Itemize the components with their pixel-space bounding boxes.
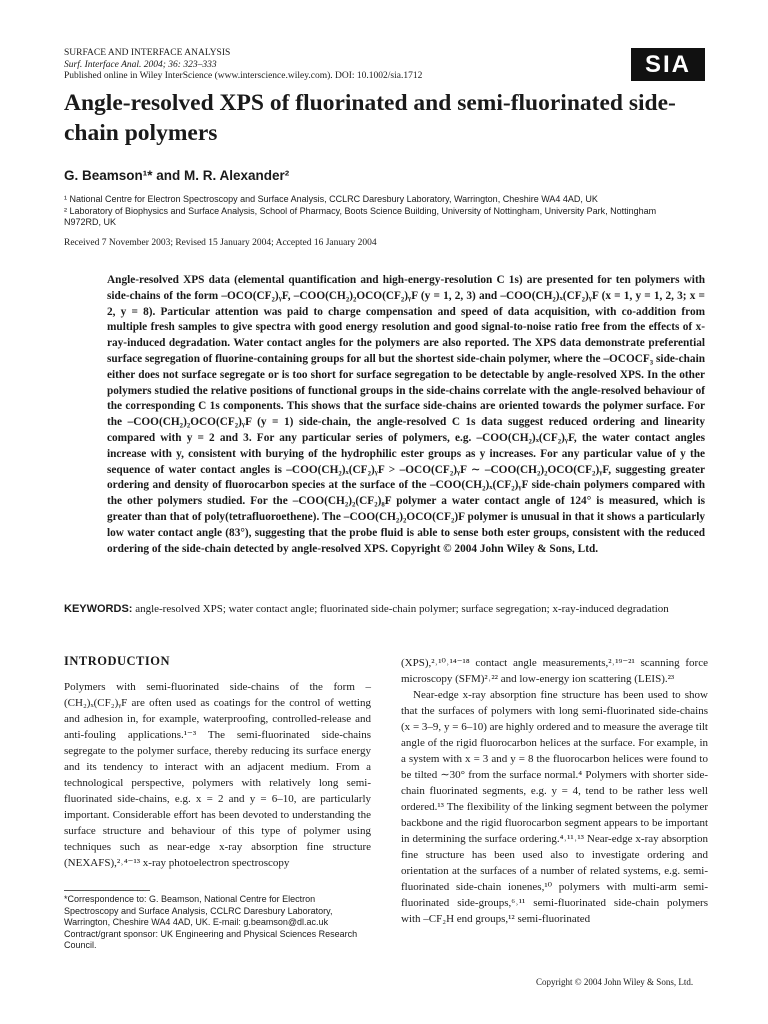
section-heading-introduction: INTRODUCTION <box>64 654 171 668</box>
abstract: Angle-resolved XPS data (elemental quantification and high-energy-resolution C 1s) are presented for ten polymers with side-chains of the form –OCO(CF₂)ᵧF, –COO(CH₂)₂OCO(CF₂)ᵧF (y = 1, 2, 3) and –COO(CH₂)ₓ(CF₂)ᵧF (x = 1, y = 1, 2, 3; x = 2, y = 8). Particular attention was paid to charge compensation and speed of data acquisition, with co-addition from multiple fresh samples to give spectra with good energy resolution and good signal-to-noise ratio free from the effects of x-ray-induced degradation. Water contact angles for the polymers are also reported. The XPS data demonstrate preferential surface segregation of fluorine-containing groups for all but the shortest side-chain polymer, where the –OCOCF₃ side-chain either does not surface segregate or is too short for surface segregation to be detectable by angle-resolved XPS. In the other polymers studied the relative positions of functional groups in the side-chains correlate with the angle-resolved behaviour of the corresponding C 1s components. This shows that the surface side-chains are oriented towards the polymer surface. For the –COO(CH₂)₂OCO(CF₂)ᵧF (y = 1) side-chain, the angle-resolved C 1s data suggest reduced ordering and linearity compared with y = 2 and 3. For any particular series of polymers, e.g. –COO(CH₂)ₓ(CF₂)ᵧF, the water contact angles increase with y, consistent with burying of the hydrophilic ester groups as y increases. For any particular value of y the sequence of water contact angles is –COO(CH₂)ₓ(CF₂)ᵧF > –OCO(CF₂)ᵧF ∼ –COO(CH₂)₂OCO(CF₂)ᵧF, suggesting greater ordering and density of fluorocarbon species at the surface of the –COO(CH₂)ₓ(CF₂)ᵧF side-chain polymers compared with the other polymers studied. For the –COO(CH₂)₂(CF₂)₈F polymer a water contact angle of 124° is measured, which is greater than that of poly(tetrafluoroethene). The –COO(CH₂)₂OCO(CF₂)F polymer is unusual in that it shows a particularly low water contact angle (83°), suggesting that the probe fluid is able to sense both ester groups, consistent with the reduced ordering of the side-chain detected by angle-resolved XPS. Copyright © 2004 John Wiley & Sons, Ltd. <box>107 274 705 555</box>
body-column-right <box>401 655 708 927</box>
journal-header <box>64 48 422 83</box>
intro-paragraph-2: Near-edge x-ray absorption fine structure has been used to show that the surfaces of polymers with long semi-fluorinated side-chains (x = 3–9, y = 6–10) are highly ordered and to measure the average tilt angle of the rigid fluorocarbon helices at the surface. For example, in a system with x = 3 and y = 8 the fluorocarbon helices were found to be tilted ∼30° from the surface normal.⁴ Polymers with shorter side-chain fluorinated segments, e.g. y = 4, tend to be rather less well ordered.¹³ The flexibility of the linking segment between the polymer backbone and the rigid fluorocarbon segment appears to be important in determining the surface ordering.⁴˒¹¹˒¹³ Near-edge x-ray absorption fine structure has been used also to investigate ordering and orientation at the surfaces of a number of related systems, e.g. semi-fluorinated side-chain ionenes,¹⁰ polymers with multi-arm semi-fluorinated side-groups,⁶˒¹¹ semi-fluorinated side-chain polymers with –CF₂H end groups,¹² semi-fluorinated <box>401 689 708 925</box>
keywords-label: KEYWORDS: <box>64 603 133 615</box>
footnote-divider <box>64 890 150 891</box>
received-dates: Received 7 November 2003; Revised 15 January 2004; Accepted 16 January 2004 <box>64 238 377 248</box>
body-column-left <box>64 679 371 871</box>
intro-paragraph-1-continued: (XPS),²˒¹⁰˒¹⁴⁻¹⁸ contact angle measurements,²˒¹⁹⁻²¹ scanning force microscopy (SFM)²˒²² and low-energy ion scattering (LEIS).²³ <box>401 657 708 685</box>
intro-paragraph-1: Polymers with semi-fluorinated side-chains of the form –(CH₂)ₓ(CF₂)ᵧF are often used as coatings for the control of wetting and adhesion in, for example, waterproofing, controlled-release and anti-fouling applications.¹⁻³ The semi-fluorinated side-chains segregate to the polymer surface, thereby reducing its surface energy and its tendency to interact with an adjacent medium. From a technological perspective, polymers with relatively long semi-fluorinated side-chains, e.g. x = 2 and y = 6–10, are particularly important. Considerable effort has been devoted to understanding the surface structure and behaviour of this type of polymer using techniques such as near-edge x-ray absorption fine structure (NEXAFS),²˒⁴⁻¹³ x-ray photoelectron spectroscopy <box>64 681 371 869</box>
copyright-notice: Copyright © 2004 John Wiley & Sons, Ltd. <box>536 977 694 987</box>
publication-info: Published online in Wiley InterScience (www.interscience.wiley.com). DOI: 10.1002/sia.1712 <box>64 71 423 81</box>
affiliation-1: ¹ National Centre for Electron Spectroscopy and Surface Analysis, CCLRC Daresbury Laboratory, Warrington, Cheshire WA4 4AD, UK <box>64 194 598 204</box>
journal-logo: SIA <box>631 48 705 81</box>
grant-sponsor-text: Contract/grant sponsor: UK Engineering and Physical Sciences Research Council. <box>64 928 358 950</box>
paper-title: Angle-resolved XPS of fluorinated and semi-fluorinated side-chain polymers <box>64 90 676 146</box>
keywords <box>64 602 709 618</box>
journal-name: SURFACE AND INTERFACE ANALYSIS <box>64 48 231 58</box>
affiliations <box>64 194 664 229</box>
correspondence-text: *Correspondence to: G. Beamson, National Centre for Electron Spectroscopy and Surface Analysis, CCLRC Daresbury Laboratory, Warrington, Cheshire WA4 4AD, UK. E-mail: g.beamson@dl.ac.uk <box>64 894 333 927</box>
affiliation-2: ² Laboratory of Biophysics and Surface Analysis, School of Pharmacy, Boots Science Building, University of Nottingham, University Park, Nottingham N972RD, UK <box>64 205 657 227</box>
correspondence-footnote <box>64 894 371 952</box>
journal-citation: Surf. Interface Anal. 2004; 36: 323–333 <box>64 59 217 70</box>
keywords-text: angle-resolved XPS; water contact angle; fluorinated side-chain polymer; surface segregation; x-ray-induced degradation <box>135 603 669 615</box>
author-list: G. Beamson¹* and M. R. Alexander² <box>64 168 290 183</box>
